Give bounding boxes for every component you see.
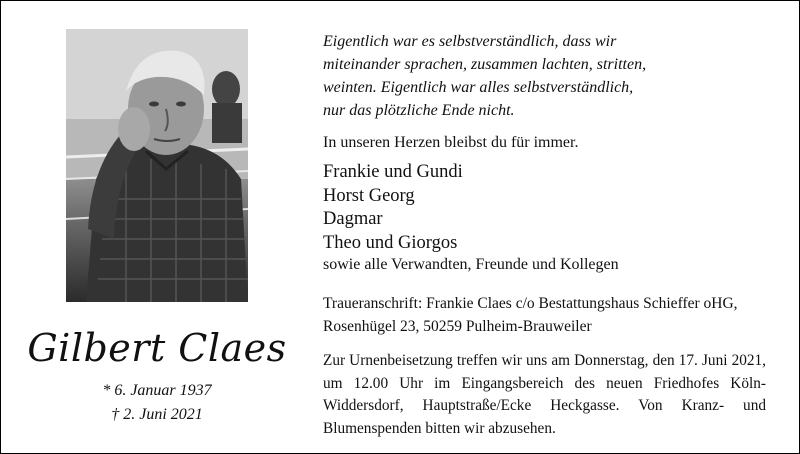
family-member: Horst Georg <box>323 185 415 206</box>
family-member: Frankie und Gundi <box>323 162 463 182</box>
address-line: Rosenhügel 23, 50259 Pulheim-Brauweiler <box>323 318 592 335</box>
family-list <box>323 161 463 255</box>
address-line: Traueranschrift: Frankie Claes c/o Bestattungshaus Schieffer oHG, <box>323 295 738 312</box>
quote-line: weinten. Eigentlich war alles selbstverständlich, <box>323 79 634 96</box>
quote-line: Eigentlich war es selbstverständlich, dass wir <box>323 33 617 50</box>
family-member: Theo und Giorgos <box>323 232 458 253</box>
portrait-photo-icon <box>66 29 248 302</box>
portrait-photo <box>66 29 248 302</box>
burial-notice: Zur Urnenbeisetzung treffen wir uns am Donnerstag, den 17. Juni 2021, um 12.00 Uhr im Eingangsbereich des neuen Friedhofes Köln-Widdersdorf, Hauptstraße/Ecke Heckgasse. Von Kranz- und Blumenspenden bitten wir abzusehen. <box>323 352 766 437</box>
heart-line: In unseren Herzen bleibst du für immer. <box>323 134 579 151</box>
birth-date: * 6. Januar 1937 <box>102 382 212 399</box>
deceased-name: Gilbert Claes <box>27 326 287 370</box>
mourning-address <box>323 292 773 338</box>
death-date: † 2. Juni 2021 <box>111 406 203 423</box>
relatives-line: sowie alle Verwandten, Freunde und Kollegen <box>323 256 619 273</box>
family-member: Dagmar <box>323 209 383 229</box>
quote-line: nur das plötzliche Ende nicht. <box>323 102 515 119</box>
quote-line: miteinander sprachen, zusammen lachten, stritten, <box>323 56 647 73</box>
memorial-quote <box>323 30 763 122</box>
life-dates <box>1 379 313 427</box>
